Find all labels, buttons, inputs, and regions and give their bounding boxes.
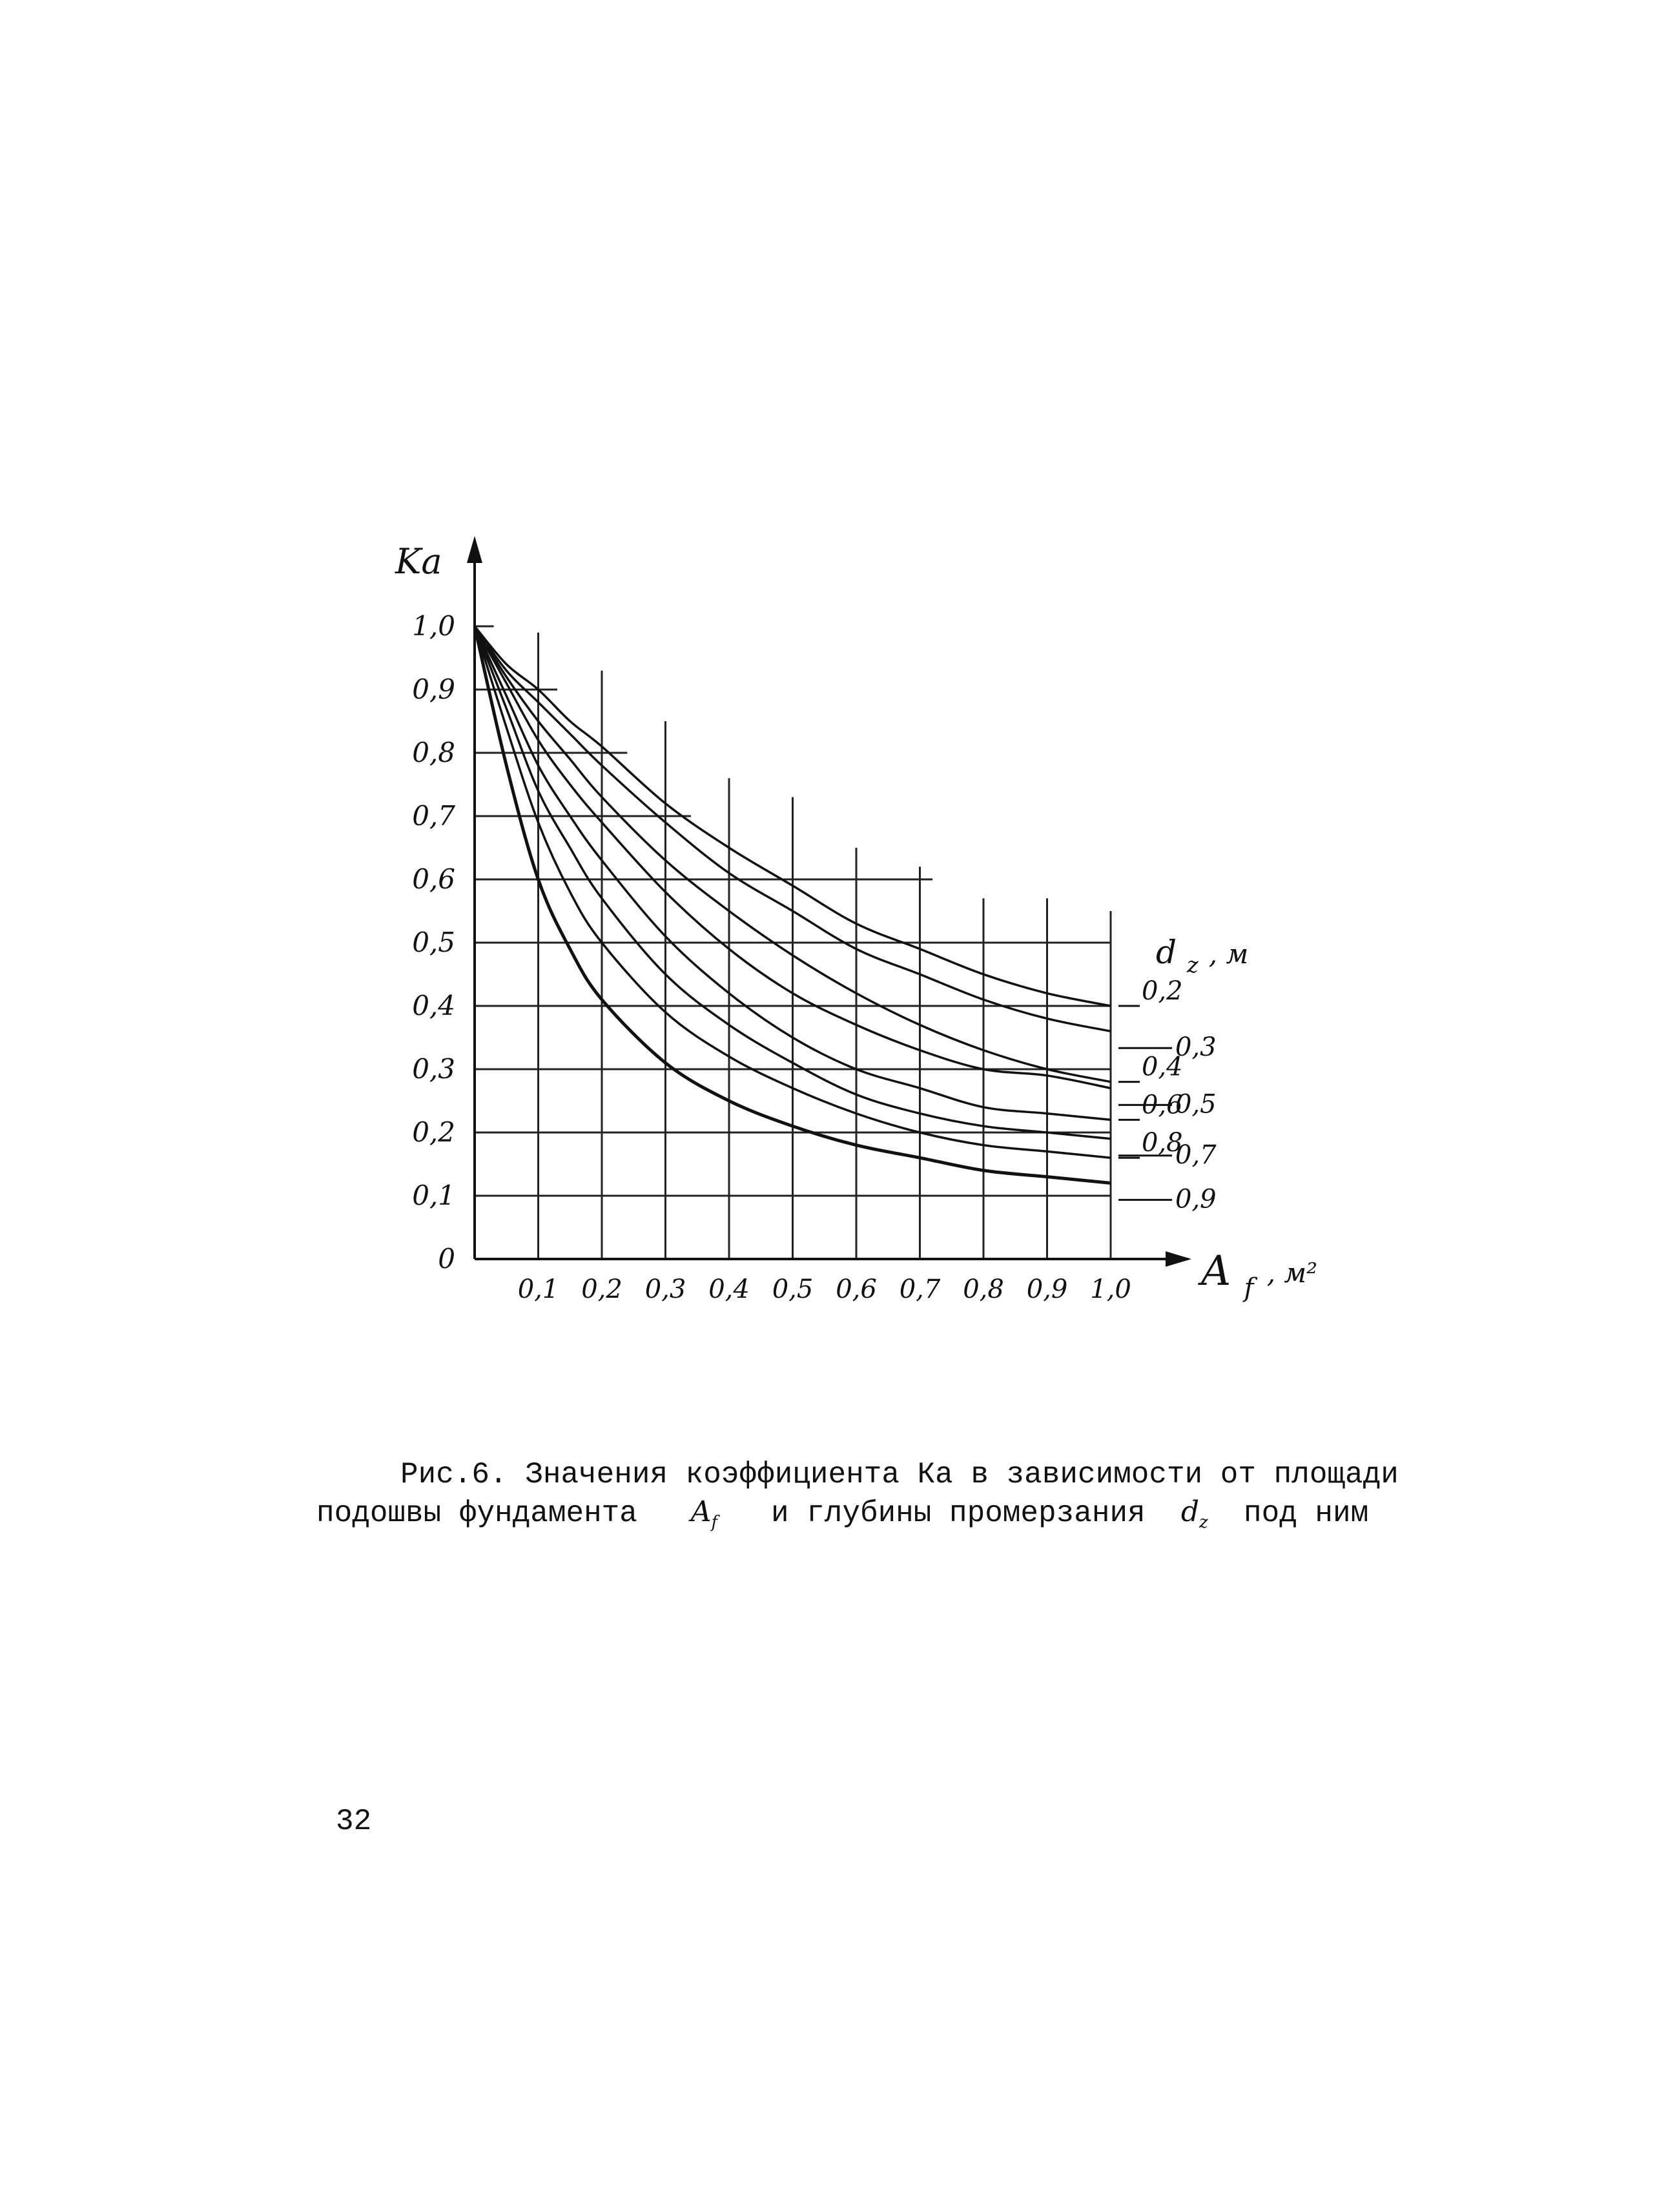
y-tick-label: 0,8 bbox=[412, 737, 455, 768]
x-tick-label: 0,9 bbox=[1026, 1275, 1068, 1304]
series-label: 0,3 bbox=[1175, 1032, 1217, 1063]
caption-symbol-af: $A_f$ bbox=[690, 1495, 718, 1532]
page-number: 32 bbox=[336, 1805, 372, 1838]
series-label: 0,8 bbox=[1142, 1128, 1183, 1158]
legend-title-unit: , м bbox=[1208, 938, 1249, 970]
y-tick-label: 0,2 bbox=[412, 1116, 455, 1148]
x-axis-title-sub: f bbox=[1244, 1273, 1254, 1303]
x-tick-label: 0,7 bbox=[899, 1275, 941, 1304]
y-tick-label: 0,1 bbox=[412, 1180, 455, 1211]
x-axis-title bbox=[1198, 1247, 1317, 1307]
x-axis-title-main: A bbox=[1201, 1247, 1231, 1295]
x-tick-label: 0,4 bbox=[708, 1275, 750, 1304]
legend-title-main: d bbox=[1156, 934, 1177, 971]
series-label: 0,6 bbox=[1142, 1090, 1183, 1120]
y-tick-label: 0,6 bbox=[412, 863, 455, 895]
y-tick-label: 0,5 bbox=[412, 927, 455, 958]
y-tick-label: 0,7 bbox=[412, 800, 455, 832]
caption-text-2: и глубины промерзания bbox=[770, 1497, 1146, 1530]
x-tick-label: 1,0 bbox=[1090, 1275, 1131, 1304]
x-tick-label: 0,6 bbox=[836, 1275, 877, 1304]
caption-line-2 bbox=[316, 1493, 1369, 1541]
y-tick-label: 0 bbox=[438, 1243, 455, 1275]
caption-line-1: Рис.6. Значения коэффициента Ка в зависимости от площади bbox=[400, 1458, 1399, 1491]
series-label: 0,4 bbox=[1142, 1052, 1183, 1082]
series-label: 0,5 bbox=[1175, 1089, 1217, 1120]
x-tick-label: 0,2 bbox=[581, 1275, 622, 1304]
y-axis-title: Ka bbox=[395, 541, 442, 582]
legend-title-sub: z bbox=[1186, 952, 1199, 978]
y-tick-label: 0,4 bbox=[412, 990, 455, 1021]
figure-caption bbox=[316, 1456, 1399, 1541]
x-tick-label: 0,1 bbox=[517, 1275, 559, 1304]
x-tick-label: 0,8 bbox=[963, 1275, 1004, 1304]
x-axis-arrow-icon bbox=[1166, 1251, 1191, 1267]
series-label: 0,2 bbox=[1142, 976, 1183, 1006]
y-axis-arrow-icon bbox=[467, 536, 482, 563]
y-tick-label: 0,9 bbox=[412, 673, 455, 705]
legend-title bbox=[1156, 934, 1248, 980]
x-tick-label: 0,5 bbox=[772, 1275, 814, 1304]
y-tick-label: 1,0 bbox=[412, 610, 455, 642]
series-label: 0,9 bbox=[1175, 1184, 1217, 1214]
x-axis-title-unit: , м² bbox=[1266, 1257, 1318, 1289]
caption-text-1: подошвы фундамента bbox=[316, 1497, 637, 1530]
caption-text-3: под ним bbox=[1243, 1497, 1369, 1530]
y-tick-label: 0,3 bbox=[412, 1053, 455, 1085]
caption-symbol-dz: $d_z$ bbox=[1180, 1495, 1208, 1532]
x-tick-label: 0,3 bbox=[644, 1275, 686, 1304]
series-label: 0,7 bbox=[1175, 1140, 1217, 1170]
